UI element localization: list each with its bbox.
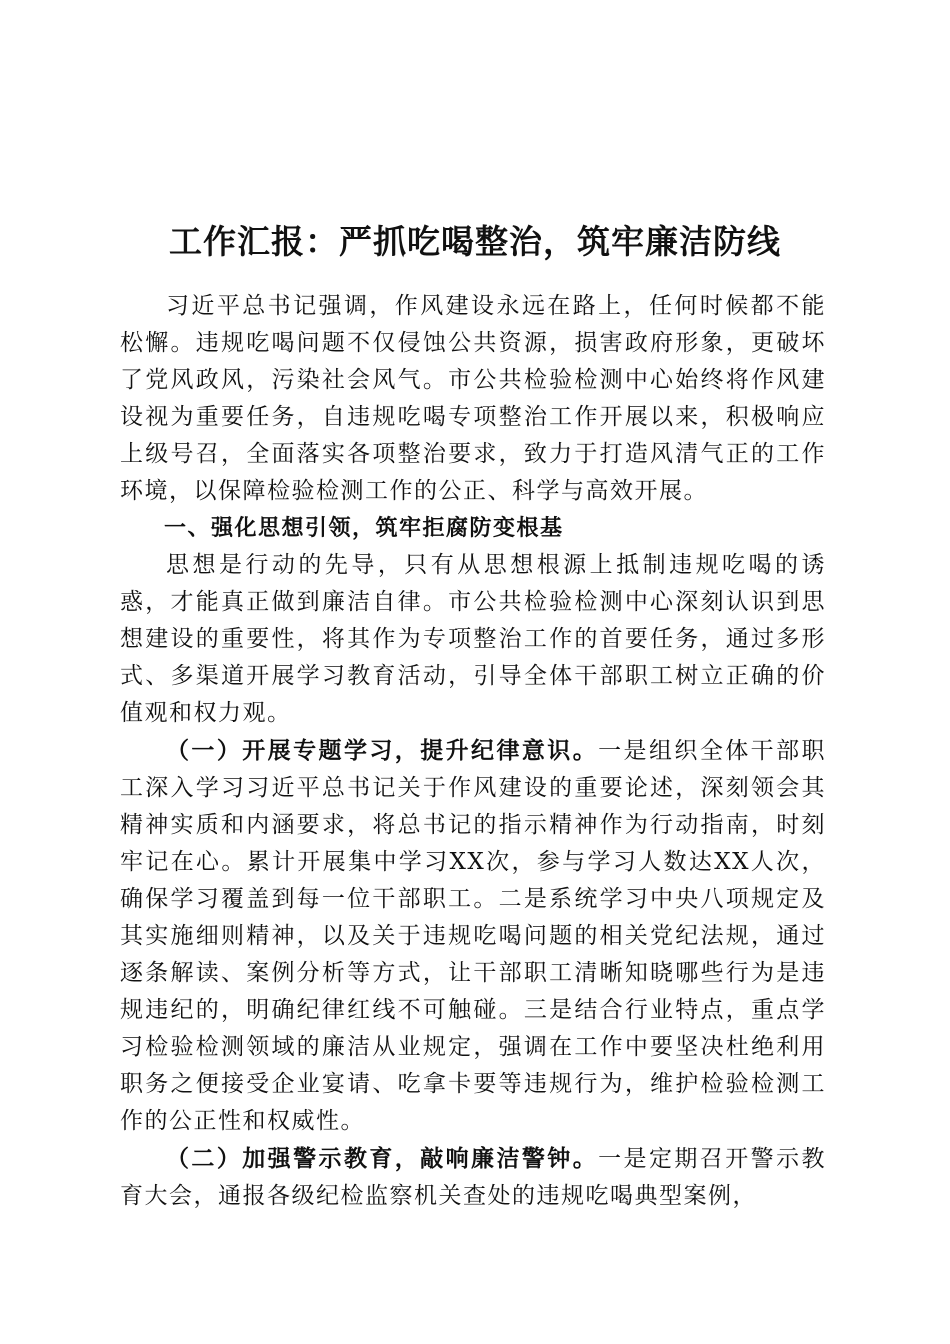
subsection-paragraph-1 [120, 732, 826, 1140]
section-heading: 一、强化思想引领，筑牢拒腐防变根基 [164, 516, 564, 541]
subsection-paragraph-2 [120, 1140, 826, 1215]
intro-paragraph: 习近平总书记强调，作风建设永远在路上，任何时候都不能松懈。违规吃喝问题不仅侵蚀公共资源，损害政府形象，更破坏了党风政风，污染社会风气。市公共检验检测中心始终将作风建设视为重要任务，自违规吃喝专项整治工作开展以来，积极响应上级号召，全面落实各项整治要求，致力于打造风清气正的工作环境，以保障检验检测工作的公正、科学与高效开展。 [120, 293, 826, 504]
section-paragraph: 思想是行动的先导，只有从思想根源上抵制违规吃喝的诱惑，才能真正做到廉洁自律。市公共检验检测中心深刻认识到思想建设的重要性，将其作为专项整治工作的首要任务，通过多形式、多渠道开展学习教育活动，引导全体干部职工树立正确的价值观和权力观。 [120, 552, 826, 726]
subsection-lead-2: （二）加强警示教育，敲响廉洁警钟。 [166, 1145, 599, 1172]
subsection-text-1: 一是组织全体干部职工深入学习习近平总书记关于作风建设的重要论述，深刻领会其精神实质和内涵要求，将总书记的指示精神作为行动指南，时刻牢记在心。累计开展集中学习XX次，参与学习人数达XX人次，确保学习覆盖到每一位干部职工。二是系统学习中央八项规定及其实施细则精神，以及关于违规吃喝问题的相关党纪法规，通过逐条解读、案例分析等方式，让干部职工清晰知晓哪些行为是违规违纪的，明确纪律红线不可触碰。三是结合行业特点，重点学习检验检测领域的廉洁从业规定，强调在工作中要坚决杜绝利用职务之便接受企业宴请、吃拿卡要等违规行为，维护检验检测工作的公正性和权威性。 [120, 738, 827, 1134]
subsection-lead-1: （一）开展专题学习，提升纪律意识。 [166, 737, 599, 764]
document-title: 工作汇报：严抓吃喝整治，筑牢廉洁防线 [169, 222, 781, 262]
subsection-text-2: 一是定期召开警示教育大会，通报各级纪检监察机关查处的违规吃喝典型案例， [120, 1146, 827, 1209]
document-body [120, 288, 826, 1215]
